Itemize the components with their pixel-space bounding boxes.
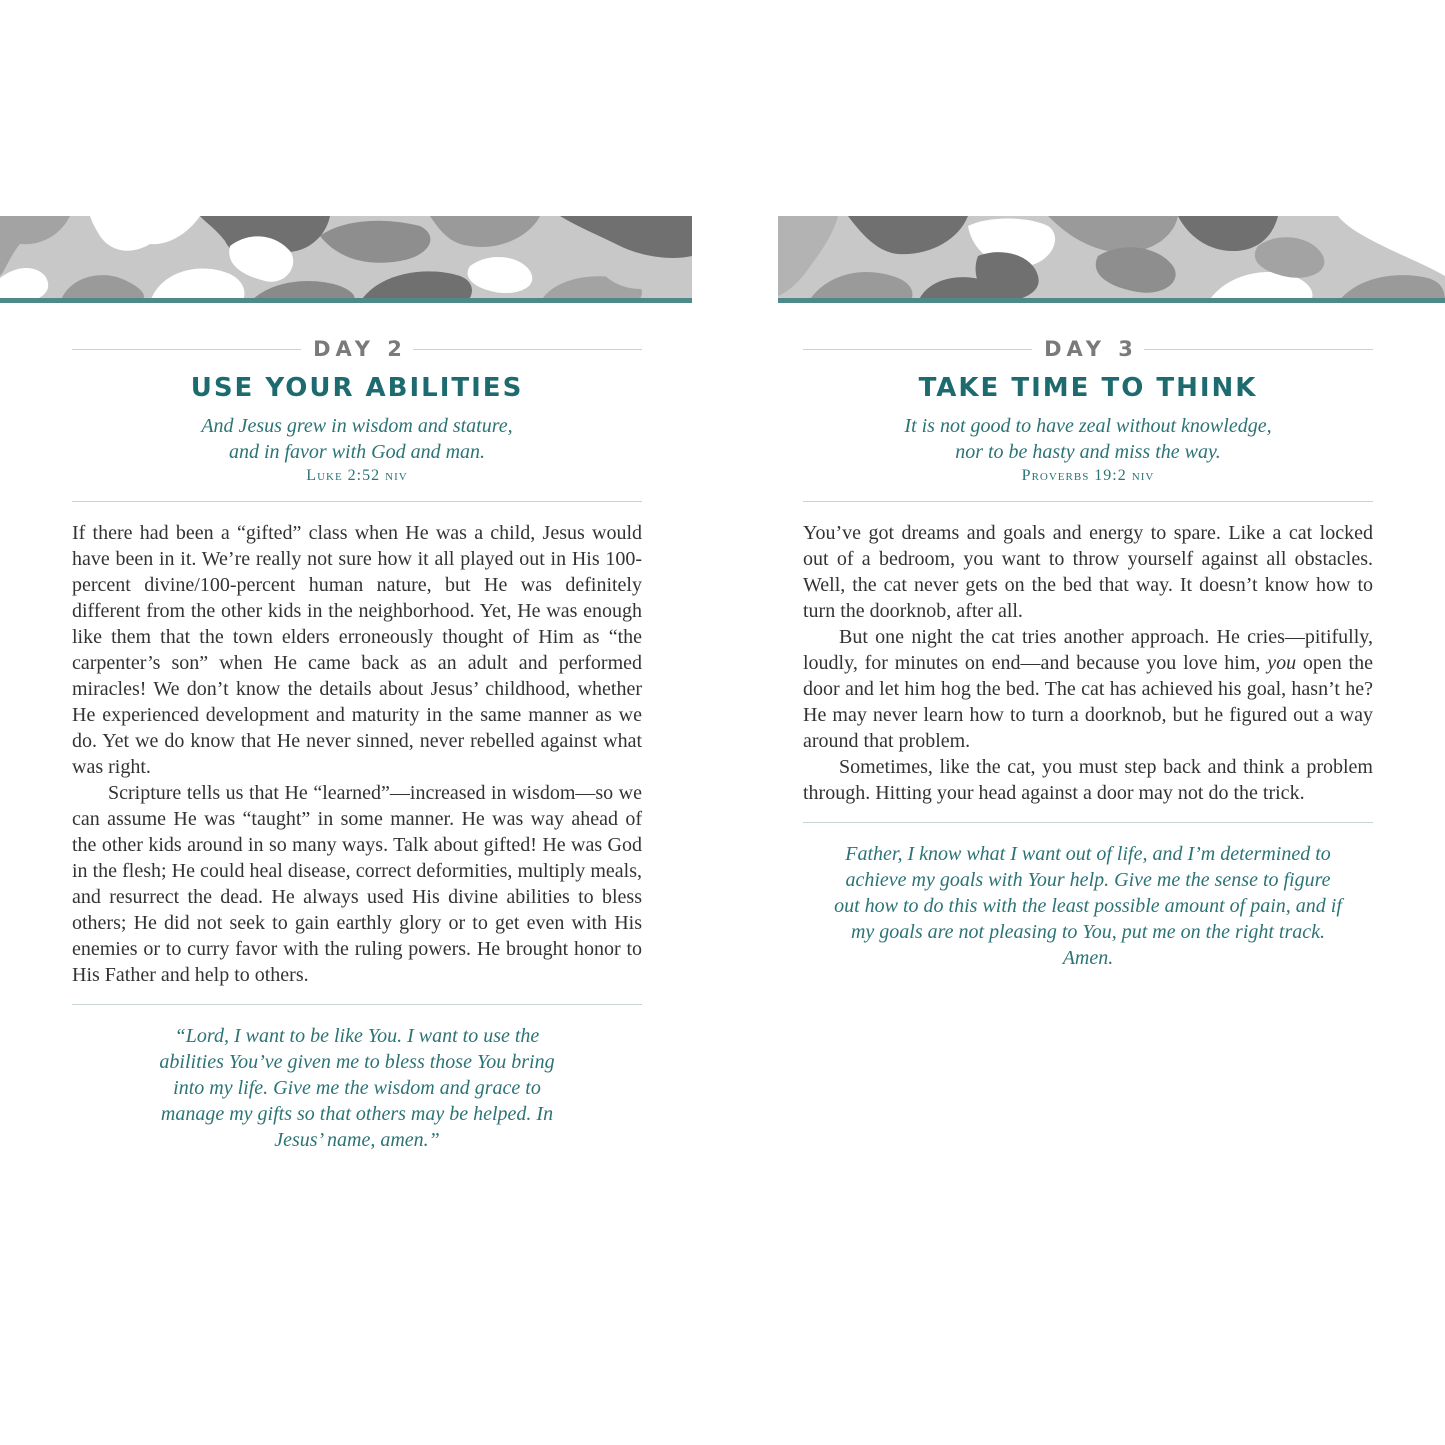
divider: [803, 501, 1373, 502]
paragraph-text: But one night the cat tries another approach. He cries—pitifully, loudly, for minutes on end—and because you love him,: [803, 626, 1373, 674]
prayer-text: Father, I know what I want out of life, and I’m determined to achieve my goals with Your help. Give me the sense to figure out how to do this with the least possible amount of pain, and if my goals are not pleasing to You, put me on the right track. Amen.: [834, 843, 1342, 969]
day-rule-right: [1144, 349, 1373, 350]
scripture-verse: [803, 413, 1373, 465]
day-label: DAY 2: [313, 337, 407, 361]
camo-pattern-right: [778, 216, 1445, 302]
teal-band-left: [0, 298, 692, 303]
emphasis-text: you: [1267, 652, 1297, 674]
day-rule-left: [72, 349, 301, 350]
verse-line: and in favor with God and man.: [228, 441, 486, 463]
verse-line: And Jesus grew in wisdom and stature,: [201, 415, 513, 437]
day-rule-right: [413, 349, 642, 350]
left-page: [72, 330, 642, 1153]
body-paragraph: Scripture tells us that He “learned”—increased in wisdom—so we can assume He was “taught” in some manner. He was way ahead of the other kids around in so many ways. Talk about gifted! He was God in the flesh; He could heal disease, correct deformities, multiply meals, and resurrect the dead. He always used His divine abilities to bless others; He did not seek to gain earthly glory or to get even with His enemies or to curry favor with the ruling powers. He brought honor to His Father and help to others.: [72, 782, 642, 986]
day-header: [72, 330, 642, 368]
camo-header-right: [778, 216, 1445, 302]
scripture-verse: [72, 413, 642, 465]
paragraph-text: open the door and let him hog the bed. The cat has achieved his goal, hasn’t he? He may never learn how to turn a doorknob, but he figured out a way around that problem.: [803, 652, 1373, 752]
body-paragraph: You’ve got dreams and goals and energy to spare. Like a cat locked out of a bedroom, you want to throw yourself against all obstacles. Well, the cat never gets on the bed that way. It doesn’t know how to turn the doorknob, after all.: [803, 522, 1373, 622]
day-label: DAY 3: [1044, 337, 1138, 361]
teal-band-right: [778, 298, 1445, 303]
divider: [72, 1004, 642, 1005]
divider: [72, 501, 642, 502]
verse-reference: Proverbs 19:2 niv: [1021, 467, 1155, 484]
verse-reference: Luke 2:52 niv: [306, 467, 408, 484]
camo-pattern-left: [0, 216, 692, 302]
day-header: [803, 330, 1373, 368]
body-paragraph: Sometimes, like the cat, you must step back and think a problem through. Hitting your head against a door may not do the trick.: [803, 756, 1373, 804]
devotion-body: [803, 520, 1373, 806]
body-paragraph: [803, 624, 1373, 754]
camo-header-left: [0, 216, 692, 302]
devotion-title: TAKE TIME TO THINK: [918, 373, 1258, 403]
body-paragraph: If there had been a “gifted” class when He was a child, Jesus would have been in it. We’re really not sure how it all played out in His 100-percent divine/100-percent human nature, but He was definitely different from the other kids in the neighborhood. Yet, He was enough like them that the town elders erroneously thought of Him as “the carpenter’s son” when He came back as an adult and performed miracles! We don’t know the details about Jesus’ childhood, whether He experienced development and maturity in the same manner as we do. Yet we do know that He never sinned, never rebelled against what was right.: [72, 522, 642, 778]
verse-line: It is not good to have zeal without knowledge,: [904, 415, 1272, 437]
prayer-text: “Lord, I want to be like You. I want to use the abilities You’ve given me to bless those You bring into my life. Give me the wisdom and grace to manage my gifts so that others may be helped. In Jesus’ name, amen.”: [159, 1025, 555, 1151]
day-rule-left: [803, 349, 1032, 350]
divider: [803, 822, 1373, 823]
right-page: [803, 330, 1373, 971]
devotion-title: USE YOUR ABILITIES: [190, 373, 524, 403]
devotion-body: [72, 520, 642, 988]
verse-line: nor to be hasty and miss the way.: [955, 441, 1221, 463]
